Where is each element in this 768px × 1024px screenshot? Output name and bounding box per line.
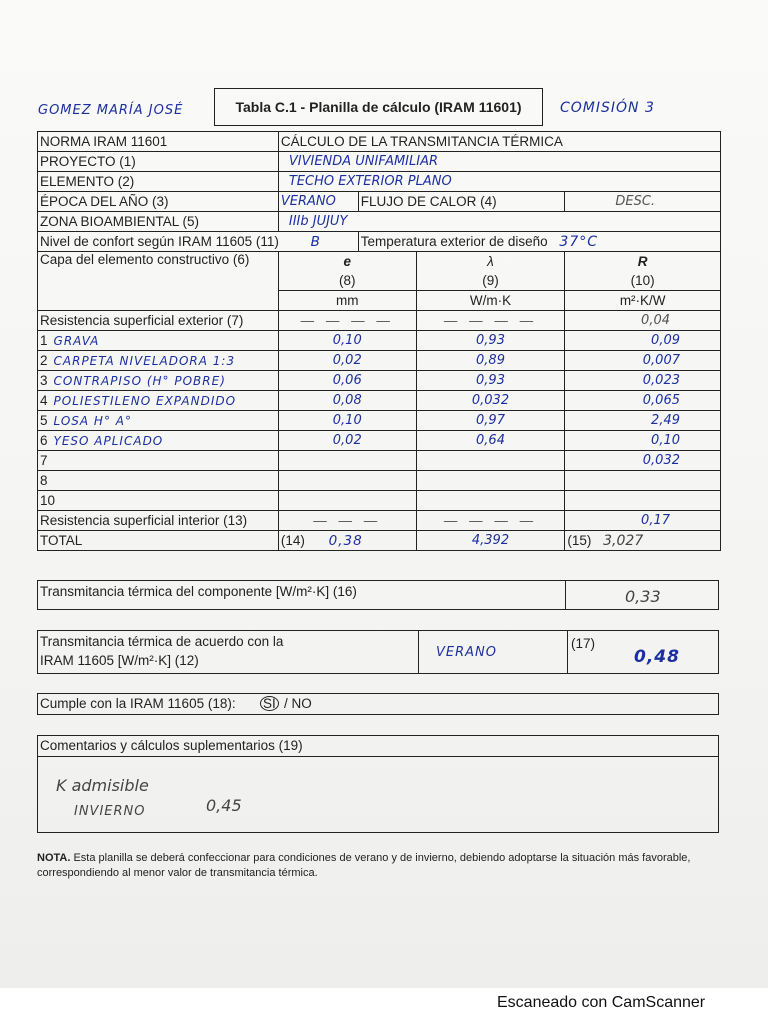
layer-thickness: 0,06 [278, 371, 416, 391]
layer-conductivity [416, 491, 565, 511]
transmitancia-iram-season: VERANO [436, 645, 497, 660]
confort-label-cell [38, 232, 359, 252]
layer-row [38, 371, 721, 391]
temp-value: 37°C [559, 233, 599, 250]
layer-name-cell [38, 471, 279, 491]
layer-row [38, 411, 721, 431]
row-confort [38, 232, 721, 252]
layer-name-cell [38, 371, 279, 391]
row-rsi [38, 511, 721, 531]
zona-label: ZONA BIOAMBIENTAL (5) [38, 212, 279, 232]
layer-number: 7 [40, 453, 48, 468]
transmitancia-iram-line1: Transmitancia térmica de acuerdo con la [40, 634, 284, 649]
comentarios-divider [38, 756, 718, 757]
layer-number: 2 [40, 353, 48, 368]
total-e-cell [278, 531, 416, 551]
layer-row [38, 431, 721, 451]
col-r-header: R [565, 252, 721, 272]
iram-divider-2 [567, 631, 568, 673]
layer-number: 8 [40, 473, 48, 488]
layer-thickness [278, 471, 416, 491]
iram-divider-1 [418, 631, 419, 673]
confort-value: B [310, 233, 321, 250]
layer-number: 4 [40, 393, 48, 408]
student-name: GOMEZ MARÍA JOSÉ [38, 103, 184, 118]
cumple-label: Cumple con la IRAM 11605 (18): [40, 696, 236, 711]
layer-name: CARPETA NIVELADORA 1:3 [53, 354, 236, 368]
layer-resistance: 0,09 [565, 331, 721, 351]
cumple-no: / NO [284, 696, 312, 711]
layer-conductivity: 0,97 [416, 411, 565, 431]
rse-e-dash: — — — — [278, 311, 416, 331]
layer-thickness [278, 451, 416, 471]
layer-resistance: 0,065 [565, 391, 721, 411]
proyecto-label: PROYECTO (1) [38, 152, 279, 172]
total-e: 0,38 [328, 532, 363, 549]
commission-label: COMISIÓN 3 [560, 100, 655, 116]
norma-value: CÁLCULO DE LA TRANSMITANCIA TÉRMICA [278, 132, 720, 152]
row-rse [38, 311, 721, 331]
capa-label: Capa del elemento constructivo (6) [38, 252, 279, 311]
layer-number: 10 [40, 493, 56, 508]
nota-bold: NOTA. [37, 852, 71, 864]
layer-conductivity: 0,93 [416, 331, 565, 351]
col-r-unit: m²·K/W [565, 291, 721, 311]
layer-name: POLIESTILENO EXPANDIDO [53, 394, 237, 408]
layer-row [38, 491, 721, 511]
layer-name: LOSA H° A° [53, 414, 132, 428]
cumple-yes-circled: SI [260, 696, 279, 711]
layer-resistance: 0,023 [565, 371, 721, 391]
norma-label: NORMA IRAM 11601 [38, 132, 279, 152]
layer-thickness: 0,10 [278, 411, 416, 431]
layer-name-cell [38, 331, 279, 351]
comentarios-box [37, 735, 719, 833]
nota-paragraph [37, 851, 727, 881]
table-title: Tabla C.1 - Planilla de cálculo (IRAM 11601) [235, 99, 522, 115]
total-r-num: (15) [567, 532, 592, 548]
layer-row [38, 471, 721, 491]
rsi-value: 0,17 [565, 511, 721, 531]
layer-resistance: 2,49 [565, 411, 721, 431]
rse-label: Resistencia superficial exterior (7) [38, 311, 279, 331]
layer-name: GRAVA [53, 334, 100, 348]
layer-resistance: 0,10 [565, 431, 721, 451]
transmitancia-iram-line2: IRAM 11605 [W/m²·K] (12) [40, 653, 199, 668]
layer-number: 5 [40, 413, 48, 428]
col-lambda-unit: W/m·K [416, 291, 565, 311]
transmitancia-iram-box [37, 630, 719, 674]
epoca-label: ÉPOCA DEL AÑO (3) [38, 192, 279, 212]
layer-name-cell [38, 451, 279, 471]
layer-thickness [278, 491, 416, 511]
transmitancia-box [37, 580, 719, 610]
total-r: 3,027 [603, 532, 644, 549]
comentarios-line2-value: 0,45 [206, 796, 242, 815]
confort-label: Nivel de confort según IRAM 11605 (11) [40, 233, 279, 249]
layer-row [38, 451, 721, 471]
table-title-box [214, 88, 543, 126]
row-zona [38, 212, 721, 232]
proyecto-value: VIVIENDA UNIFAMILIAR [278, 152, 720, 172]
col-lambda-header: λ [416, 252, 565, 272]
transmitancia-iram-num: (17) [571, 636, 596, 651]
flujo-value: DESC. [565, 192, 721, 212]
comentarios-label: Comentarios y cálculos suplementarios (19) [40, 738, 303, 753]
layer-name-cell [38, 431, 279, 451]
total-r-cell [565, 531, 721, 551]
layer-name-cell [38, 411, 279, 431]
row-elemento [38, 172, 721, 192]
layer-number: 1 [40, 333, 48, 348]
rse-value: 0,04 [565, 311, 721, 331]
transmitancia-value: 0,33 [625, 587, 661, 606]
layer-resistance [565, 491, 721, 511]
row-capa-head [38, 252, 721, 272]
layer-row [38, 391, 721, 411]
layer-thickness: 0,02 [278, 351, 416, 371]
elemento-label: ELEMENTO (2) [38, 172, 279, 192]
layer-name-cell [38, 351, 279, 371]
footer-bar [0, 988, 768, 1024]
layer-conductivity: 0,032 [416, 391, 565, 411]
elemento-value: TECHO EXTERIOR PLANO [278, 172, 720, 192]
rsi-l-dash: — — — — [416, 511, 565, 531]
temp-cell [358, 232, 720, 252]
col-e-header: e [278, 252, 416, 272]
layer-thickness: 0,10 [278, 331, 416, 351]
layer-thickness: 0,02 [278, 431, 416, 451]
layer-name: YESO APLICADO [53, 434, 164, 448]
layer-row [38, 331, 721, 351]
layer-resistance: 0,007 [565, 351, 721, 371]
scanner-watermark: Escaneado con CamScanner [497, 994, 706, 1011]
col-r-num: (10) [565, 271, 721, 291]
transmitancia-label: Transmitancia térmica del componente [W/m²·K] (16) [40, 584, 357, 599]
comentarios-line2: INVIERNO [74, 804, 146, 819]
layer-conductivity: 0,89 [416, 351, 565, 371]
total-lambda: 4,392 [416, 531, 565, 551]
row-epoca [38, 192, 721, 212]
layer-resistance: 0,032 [565, 451, 721, 471]
layer-row [38, 351, 721, 371]
row-proyecto [38, 152, 721, 172]
layer-number: 3 [40, 373, 48, 388]
rsi-e-dash: — — — [278, 511, 416, 531]
epoca-value: VERANO [278, 192, 358, 212]
transmitancia-iram-value: 0,48 [634, 647, 680, 667]
layer-rows [38, 331, 721, 511]
layer-name-cell [38, 391, 279, 411]
layer-number: 6 [40, 433, 48, 448]
zona-value: IIIb JUJUY [278, 212, 720, 232]
layer-conductivity [416, 451, 565, 471]
transmitancia-divider [565, 581, 566, 609]
rse-l-dash: — — — — [416, 311, 565, 331]
col-e-num: (8) [278, 271, 416, 291]
calculation-table [37, 131, 721, 551]
rsi-label: Resistencia superficial interior (13) [38, 511, 279, 531]
total-label: TOTAL [38, 531, 279, 551]
temp-label: Temperatura exterior de diseño [360, 233, 548, 249]
layer-name-cell [38, 491, 279, 511]
cumple-box [37, 693, 719, 715]
col-e-unit: mm [278, 291, 416, 311]
layer-name: CONTRAPISO (H° POBRE) [53, 374, 226, 388]
row-norma [38, 132, 721, 152]
flujo-label: FLUJO DE CALOR (4) [358, 192, 565, 212]
layer-conductivity [416, 471, 565, 491]
col-lambda-num: (9) [416, 271, 565, 291]
layer-conductivity: 0,93 [416, 371, 565, 391]
comentarios-line1: K admisible [56, 776, 149, 795]
layer-thickness: 0,08 [278, 391, 416, 411]
layer-resistance [565, 471, 721, 491]
total-e-num: (14) [280, 532, 305, 548]
layer-conductivity: 0,64 [416, 431, 565, 451]
nota-text: Esta planilla se deberá confeccionar para condiciones de verano y de invierno, debiendo adoptarse la situación más favorable, correspondiendo al menor valor de transmitancia térmica. [37, 852, 691, 879]
row-total [38, 531, 721, 551]
